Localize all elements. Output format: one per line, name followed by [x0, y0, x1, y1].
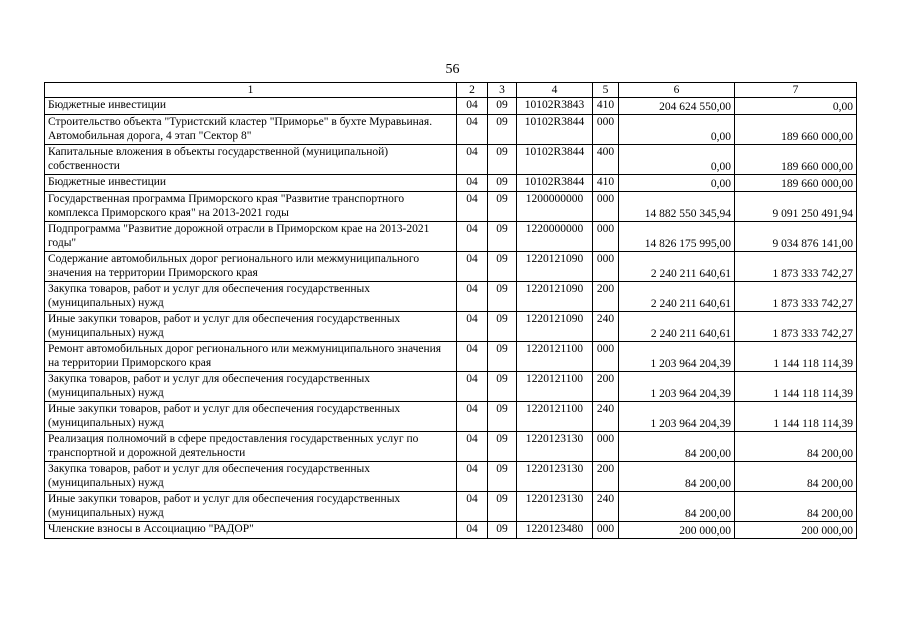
- subsection-code: 09: [488, 252, 517, 282]
- amount-column-6: 204 624 550,00: [619, 98, 735, 115]
- table-body: [45, 98, 857, 539]
- amount-column-6: 0,00: [619, 115, 735, 145]
- target-article-code: 1220121090: [517, 282, 593, 312]
- row-name: Закупка товаров, работ и услуг для обеспечения государственных (муниципальных) нужд: [45, 462, 457, 492]
- row-name: Бюджетные инвестиции: [45, 98, 457, 115]
- section-code: 04: [457, 432, 488, 462]
- subsection-code: 09: [488, 115, 517, 145]
- table-row: [45, 282, 857, 312]
- expense-type-code: 200: [593, 372, 619, 402]
- column-header: 5: [593, 83, 619, 98]
- amount-column-6: 84 200,00: [619, 492, 735, 522]
- expense-type-code: 400: [593, 145, 619, 175]
- table-row: [45, 372, 857, 402]
- section-code: 04: [457, 522, 488, 539]
- target-article-code: 1220000000: [517, 222, 593, 252]
- subsection-code: 09: [488, 282, 517, 312]
- table-row: [45, 522, 857, 539]
- amount-column-6: 14 826 175 995,00: [619, 222, 735, 252]
- table-row: [45, 492, 857, 522]
- column-header: 6: [619, 83, 735, 98]
- row-name: Иные закупки товаров, работ и услуг для обеспечения государственных (муниципальных) нужд: [45, 402, 457, 432]
- column-header: 3: [488, 83, 517, 98]
- table-row: [45, 145, 857, 175]
- row-name: Реализация полномочий в сфере предоставления государственных услуг по транспортной и дорожной деятельности: [45, 432, 457, 462]
- column-header: 1: [45, 83, 457, 98]
- subsection-code: 09: [488, 432, 517, 462]
- subsection-code: 09: [488, 342, 517, 372]
- target-article-code: 1220121100: [517, 342, 593, 372]
- section-code: 04: [457, 98, 488, 115]
- target-article-code: 1220121100: [517, 402, 593, 432]
- column-header: 7: [735, 83, 857, 98]
- target-article-code: 1220121090: [517, 312, 593, 342]
- expense-type-code: 200: [593, 282, 619, 312]
- row-name: Иные закупки товаров, работ и услуг для обеспечения государственных (муниципальных) нужд: [45, 492, 457, 522]
- page-number: 56: [445, 62, 460, 77]
- expense-type-code: 240: [593, 492, 619, 522]
- target-article-code: 1200000000: [517, 192, 593, 222]
- target-article-code: 1220123130: [517, 462, 593, 492]
- amount-column-6: 200 000,00: [619, 522, 735, 539]
- expense-type-code: 000: [593, 432, 619, 462]
- section-code: 04: [457, 282, 488, 312]
- target-article-code: 10102R3843: [517, 98, 593, 115]
- target-article-code: 1220123130: [517, 432, 593, 462]
- table-row: [45, 192, 857, 222]
- subsection-code: 09: [488, 222, 517, 252]
- expense-type-code: 000: [593, 252, 619, 282]
- expense-type-code: 410: [593, 175, 619, 192]
- section-code: 04: [457, 222, 488, 252]
- amount-column-7: 1 873 333 742,27: [735, 312, 857, 342]
- expense-type-code: 240: [593, 402, 619, 432]
- target-article-code: 1220123130: [517, 492, 593, 522]
- amount-column-7: 84 200,00: [735, 492, 857, 522]
- amount-column-7: 9 034 876 141,00: [735, 222, 857, 252]
- subsection-code: 09: [488, 402, 517, 432]
- expense-type-code: 200: [593, 462, 619, 492]
- target-article-code: 1220121100: [517, 372, 593, 402]
- budget-table: [44, 82, 857, 539]
- section-code: 04: [457, 492, 488, 522]
- amount-column-7: 200 000,00: [735, 522, 857, 539]
- amount-column-7: 1 873 333 742,27: [735, 282, 857, 312]
- row-name: Государственная программа Приморского края "Развитие транспортного комплекса Приморского края" на 2013-2021 годы: [45, 192, 457, 222]
- amount-column-7: 0,00: [735, 98, 857, 115]
- row-name: Бюджетные инвестиции: [45, 175, 457, 192]
- amount-column-6: 1 203 964 204,39: [619, 372, 735, 402]
- section-code: 04: [457, 342, 488, 372]
- section-code: 04: [457, 372, 488, 402]
- section-code: 04: [457, 252, 488, 282]
- table-row: [45, 402, 857, 432]
- expense-type-code: 000: [593, 115, 619, 145]
- subsection-code: 09: [488, 175, 517, 192]
- amount-column-7: 9 091 250 491,94: [735, 192, 857, 222]
- target-article-code: 10102R3844: [517, 115, 593, 145]
- expense-type-code: 000: [593, 192, 619, 222]
- table-row: [45, 115, 857, 145]
- amount-column-6: 2 240 211 640,61: [619, 282, 735, 312]
- row-name: Закупка товаров, работ и услуг для обеспечения государственных (муниципальных) нужд: [45, 282, 457, 312]
- section-code: 04: [457, 145, 488, 175]
- row-name: Ремонт автомобильных дорог регионального или межмуниципального значения на территории Приморского края: [45, 342, 457, 372]
- section-code: 04: [457, 462, 488, 492]
- section-code: 04: [457, 175, 488, 192]
- target-article-code: 10102R3844: [517, 145, 593, 175]
- table-row: [45, 342, 857, 372]
- header-row: [45, 83, 857, 98]
- target-article-code: 10102R3844: [517, 175, 593, 192]
- subsection-code: 09: [488, 522, 517, 539]
- table-row: [45, 98, 857, 115]
- amount-column-7: 189 660 000,00: [735, 115, 857, 145]
- amount-column-6: 14 882 550 345,94: [619, 192, 735, 222]
- subsection-code: 09: [488, 98, 517, 115]
- amount-column-6: 1 203 964 204,39: [619, 342, 735, 372]
- subsection-code: 09: [488, 312, 517, 342]
- subsection-code: 09: [488, 145, 517, 175]
- amount-column-7: 1 144 118 114,39: [735, 342, 857, 372]
- amount-column-7: 1 144 118 114,39: [735, 402, 857, 432]
- expense-type-code: 000: [593, 522, 619, 539]
- amount-column-6: 1 203 964 204,39: [619, 402, 735, 432]
- section-code: 04: [457, 115, 488, 145]
- table-row: [45, 312, 857, 342]
- target-article-code: 1220123480: [517, 522, 593, 539]
- row-name: Содержание автомобильных дорог регионального или межмуниципального значения на территории Приморского края: [45, 252, 457, 282]
- column-header: 2: [457, 83, 488, 98]
- subsection-code: 09: [488, 492, 517, 522]
- expense-type-code: 000: [593, 342, 619, 372]
- amount-column-6: 0,00: [619, 175, 735, 192]
- subsection-code: 09: [488, 462, 517, 492]
- subsection-code: 09: [488, 192, 517, 222]
- row-name: Закупка товаров, работ и услуг для обеспечения государственных (муниципальных) нужд: [45, 372, 457, 402]
- amount-column-7: 1 144 118 114,39: [735, 372, 857, 402]
- row-name: Подпрограмма "Развитие дорожной отрасли в Приморском крае на 2013-2021 годы": [45, 222, 457, 252]
- subsection-code: 09: [488, 372, 517, 402]
- amount-column-7: 84 200,00: [735, 462, 857, 492]
- amount-column-6: 84 200,00: [619, 432, 735, 462]
- amount-column-7: 189 660 000,00: [735, 175, 857, 192]
- amount-column-7: 1 873 333 742,27: [735, 252, 857, 282]
- section-code: 04: [457, 402, 488, 432]
- amount-column-6: 2 240 211 640,61: [619, 252, 735, 282]
- table-row: [45, 175, 857, 192]
- expense-type-code: 000: [593, 222, 619, 252]
- table-row: [45, 222, 857, 252]
- row-name: Капитальные вложения в объекты государственной (муниципальной) собственности: [45, 145, 457, 175]
- target-article-code: 1220121090: [517, 252, 593, 282]
- section-code: 04: [457, 312, 488, 342]
- table-row: [45, 432, 857, 462]
- expense-type-code: 240: [593, 312, 619, 342]
- table-row: [45, 462, 857, 492]
- amount-column-6: 2 240 211 640,61: [619, 312, 735, 342]
- row-name: Иные закупки товаров, работ и услуг для обеспечения государственных (муниципальных) нужд: [45, 312, 457, 342]
- amount-column-7: 84 200,00: [735, 432, 857, 462]
- section-code: 04: [457, 192, 488, 222]
- amount-column-6: 84 200,00: [619, 462, 735, 492]
- expense-type-code: 410: [593, 98, 619, 115]
- amount-column-6: 0,00: [619, 145, 735, 175]
- row-name: Членские взносы в Ассоциацию "РАДОР": [45, 522, 457, 539]
- amount-column-7: 189 660 000,00: [735, 145, 857, 175]
- column-header: 4: [517, 83, 593, 98]
- row-name: Строительство объекта "Туристский кластер "Приморье" в бухте Муравьиная. Автомобильная дорога, 4 этап "Сектор 8": [45, 115, 457, 145]
- table-row: [45, 252, 857, 282]
